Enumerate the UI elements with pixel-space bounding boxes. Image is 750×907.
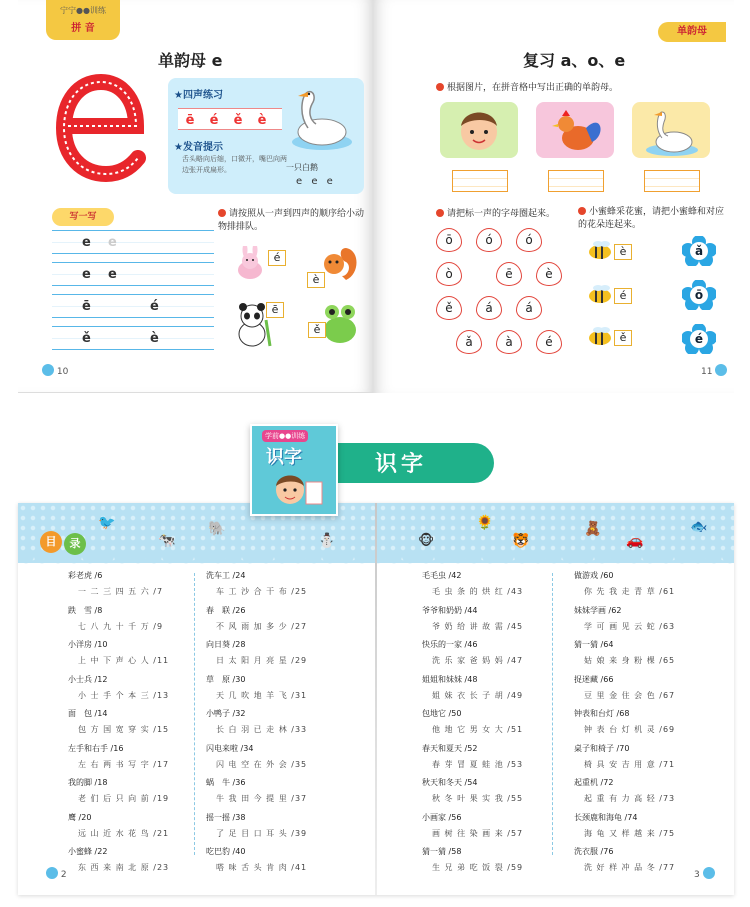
book-spine	[375, 503, 377, 895]
toc-entry[interactable]	[422, 743, 523, 770]
toc-entry[interactable]	[574, 605, 675, 632]
tone-bubble[interactable]: ǎ	[456, 330, 482, 354]
toc-entry-words: 豆 里 金 住 会 色 /67	[584, 690, 676, 700]
flower-label: ǎ	[694, 244, 704, 258]
series-line2: 拼 音	[71, 23, 95, 34]
page-number-right-text: 11	[701, 367, 713, 377]
toc-entry-words: 七 八 九 十 千 万 /9	[78, 621, 164, 631]
toc-entry[interactable]	[574, 570, 675, 597]
toc-entry-words: 一 二 三 四 五 六 /7	[78, 587, 164, 596]
toc-entry-title: 彩老虎 /6	[68, 571, 103, 580]
sunflower-icon: 🌻	[476, 515, 494, 531]
tone-2: é	[209, 113, 219, 128]
toc-entry[interactable]	[68, 846, 169, 873]
toc-entry-title: 洗车工 /24	[206, 571, 246, 580]
toc-entry[interactable]	[68, 743, 169, 770]
toc-entry-title: 摇一摇 /38	[206, 812, 246, 822]
toc-entry-words: 生 兄 弟 吃 饭 裂 /59	[432, 863, 524, 872]
toc-entry-words: 长 白 羽 已 走 林 /33	[216, 725, 308, 734]
toc-entry-title: 春天和夏天 /52	[422, 743, 478, 753]
toc-entry[interactable]	[206, 570, 307, 597]
practice-panel	[168, 78, 364, 194]
toc-entry[interactable]	[422, 639, 523, 666]
toc-entry-words: 起 重 有 力 高 轻 /73	[584, 794, 676, 803]
animal-tag: ē	[266, 302, 284, 318]
tone-bubble[interactable]: á	[476, 296, 502, 320]
series-line1: 宁宁●●训练	[60, 6, 106, 15]
lesson-title: 单韵母 e	[158, 51, 223, 70]
bear-icon: 🧸	[584, 521, 602, 537]
toc-entry-words: 远 山 近 水 花 鸟 /21	[78, 828, 170, 838]
toc-entry-title: 捉迷藏 /66	[574, 674, 614, 684]
next-arrow-icon[interactable]	[703, 867, 715, 879]
column-divider	[552, 573, 553, 855]
toc-badge-char: 录	[64, 533, 86, 555]
page-number-left	[42, 364, 68, 377]
write-line	[52, 326, 214, 350]
hint-heading: ★发音提示	[174, 142, 223, 153]
pinyin-box[interactable]	[452, 170, 508, 192]
toc-entry-title: 小士兵 /12	[68, 674, 108, 684]
toc-entry[interactable]	[206, 674, 307, 701]
write-line	[52, 262, 214, 286]
toc-entry[interactable]	[422, 708, 523, 735]
toc-entry-words: 包 方 国 宽 穿 实 /15	[78, 725, 170, 734]
toc-entry-words: 车 工 沙 合 干 布 /25	[216, 587, 308, 596]
toc-entry[interactable]	[206, 777, 307, 804]
write-letter: é	[150, 299, 159, 314]
toc-entry-title: 闪电来啦 /34	[206, 743, 254, 753]
animal-tag: è	[307, 272, 325, 288]
goose-picture	[632, 102, 710, 158]
toc-entry-words: 牛 我 田 今 提 里 /37	[216, 794, 308, 803]
toc-entry-words: 秋 冬 叶 果 实 我 /55	[432, 794, 524, 803]
toc-entry[interactable]	[574, 777, 675, 804]
toc-entry-words: 椅 具 安 吉 用 意 /71	[584, 759, 676, 769]
boy-picture	[440, 102, 518, 158]
pinyin-box[interactable]	[644, 170, 700, 192]
boy-face-icon	[440, 102, 518, 158]
toc-entry-words: 海 龟 又 样 越 来 /75	[584, 828, 676, 838]
toc-entry-words: 上 中 下 声 心 人 /11	[78, 656, 170, 665]
toc-entry-title: 小画家 /56	[422, 812, 462, 822]
toc-badge	[40, 531, 94, 553]
tomato-icon	[436, 83, 444, 91]
toc-entry[interactable]	[422, 570, 523, 597]
tone-bubble[interactable]: ě	[436, 296, 462, 320]
toc-entry-title: 小蜜蜂 /22	[68, 847, 108, 856]
toc-entry-title: 蜗 牛 /36	[206, 778, 246, 787]
tones-heading: ★四声练习	[174, 90, 223, 101]
cover-title: 识字	[266, 447, 302, 468]
toc-entry-words: 洗 乐 家 爸 妈 妈 /47	[432, 656, 524, 665]
toc-entry-title: 向日葵 /28	[206, 640, 246, 649]
toc-entry-title: 做游戏 /60	[574, 571, 614, 580]
toc-entry[interactable]	[68, 639, 169, 666]
book-cover-thumbnail	[250, 424, 338, 516]
tone-bubble[interactable]: ó	[476, 228, 502, 252]
series-tab	[46, 0, 120, 40]
toc-entry-words: 春 芽 冒 夏 蛙 池 /53	[432, 759, 524, 769]
toc-entry-words: 你 先 我 走 青 草 /61	[584, 587, 676, 596]
toc-entry-title: 姐姐和妹妹 /48	[422, 674, 478, 684]
goose-icon	[632, 102, 710, 158]
write-letter: e	[82, 267, 91, 282]
toc-entry[interactable]	[68, 605, 163, 632]
toc-entry-title: 小鸭子 /32	[206, 709, 246, 718]
toc-entry-title: 秋天和冬天 /54	[422, 778, 478, 787]
tone-4: è	[257, 113, 267, 128]
monkey-icon: 🐵	[418, 533, 435, 549]
toc-entry-title: 我的脚 /18	[68, 778, 108, 787]
write-line	[52, 294, 214, 318]
order-task	[218, 208, 368, 234]
picture-task	[436, 82, 736, 95]
car-icon: 🚗	[626, 533, 644, 549]
page-number-left-text: 10	[56, 367, 69, 377]
circle-task-text: 请把标一声的字母圈起来。	[447, 209, 556, 219]
toc-entry-title: 吃巴豹 /40	[206, 847, 246, 856]
flower[interactable]	[682, 236, 716, 266]
picture-task-text: 根据图片，在拼音格中写出正确的单韵母。	[447, 83, 619, 93]
toc-entry-title: 钟表和台灯 /68	[574, 709, 630, 718]
toc-entry[interactable]	[206, 639, 307, 666]
toc-entry[interactable]	[574, 846, 675, 873]
toc-entry-words: 毛 虫 条 的 烘 红 /43	[432, 587, 524, 596]
flower-label: é	[694, 332, 704, 346]
toc-entry-words: 小 士 手 个 本 三 /13	[78, 690, 170, 700]
prev-arrow-icon[interactable]	[42, 364, 54, 376]
fish-icon: 🐟	[690, 519, 708, 535]
toc-entry[interactable]	[422, 777, 523, 804]
bee-icon[interactable]	[586, 284, 614, 304]
page-10	[18, 0, 373, 393]
child-reading-icon	[268, 468, 324, 516]
toc-entry-words: 学 可 画 见 云 蛇 /63	[584, 621, 676, 631]
write-letter: ě	[82, 331, 91, 346]
toc-entry-title: 洗衣服 /76	[574, 847, 614, 856]
write-letter: e	[108, 267, 117, 282]
toc-entry-words: 他 地 它 男 女 大 /51	[432, 725, 524, 734]
tone-3: ě	[233, 113, 243, 128]
toc-entry-title: 妹妹学画 /62	[574, 605, 622, 615]
tone-bubble[interactable]: é	[536, 330, 562, 354]
toc-entry-words: 钟 表 台 灯 机 灵 /69	[584, 725, 676, 734]
big-e-letter	[54, 72, 150, 184]
tomato-icon	[578, 207, 586, 215]
toc-entry-title: 毛毛虫 /42	[422, 571, 462, 580]
toc-entry-words: 东 西 来 南 北 原 /23	[78, 863, 170, 872]
tomato-icon	[436, 209, 444, 217]
goose-caption: 一只白鹅	[286, 163, 318, 172]
toc-entry-title: 爷爷和奶奶 /44	[422, 605, 478, 615]
toc-entry-words: 天 几 吹 地 羊 飞 /31	[216, 690, 308, 700]
tone-bubble[interactable]: ē	[496, 262, 522, 286]
toc-badge-char: 目	[40, 531, 62, 553]
tone-bubble[interactable]: à	[496, 330, 522, 354]
page-number-right	[701, 364, 727, 377]
rooster-picture	[536, 102, 614, 158]
toc-entry-words: 姐 妹 衣 长 子 胡 /49	[432, 690, 524, 700]
animal-tag: é	[268, 250, 286, 266]
goose-illustration	[288, 84, 354, 154]
toc-entry-title: 跌 雪 /8	[68, 605, 103, 615]
tone-grid	[178, 108, 282, 130]
toc-entry-title: 起重机 /72	[574, 778, 614, 787]
toc-entry[interactable]	[574, 743, 675, 770]
corner-tag: 单韵母	[658, 22, 726, 42]
flower[interactable]	[682, 324, 716, 354]
toc-page-right	[694, 867, 715, 880]
toc-entry[interactable]	[206, 605, 307, 632]
toc-entry-words: 画 树 往 染 画 来 /57	[432, 828, 524, 838]
tone-bubble[interactable]: è	[536, 262, 562, 286]
toc-entry-title: 桌子和椅子 /70	[574, 743, 630, 753]
toc-entry[interactable]	[68, 708, 169, 735]
tiger-icon: 🐯	[512, 533, 530, 549]
toc-entry-title: 小洋房 /10	[68, 640, 108, 649]
write-tag: 写一写	[52, 208, 114, 226]
toc-entry[interactable]	[422, 846, 523, 873]
prev-arrow-icon[interactable]	[46, 867, 58, 879]
toc-entry-words: 洗 好 样 冲 品 冬 /77	[584, 863, 676, 872]
toc-entry-title: 鹰 /20	[68, 812, 92, 822]
bee-icon[interactable]	[586, 326, 614, 346]
toc-entry[interactable]	[68, 674, 169, 701]
pinyin-box[interactable]	[548, 170, 604, 192]
next-arrow-icon[interactable]	[715, 364, 727, 376]
toc-page-left-text: 2	[60, 870, 67, 880]
toc-entry[interactable]	[68, 812, 169, 839]
bird-icon: 🐦	[98, 515, 116, 531]
toc-entry[interactable]	[206, 846, 307, 873]
circle-task	[436, 208, 576, 221]
toc-entry-title: 左手和右手 /16	[68, 743, 124, 753]
toc-entry-title: 猜一猜 /64	[574, 640, 614, 649]
tone-bubble[interactable]: ó	[516, 228, 542, 252]
toc-entry[interactable]	[574, 812, 675, 839]
toc-entry-words: 闪 电 空 在 外 会 /35	[216, 759, 308, 769]
goose-sound: e e e	[296, 176, 336, 187]
toc-entry[interactable]	[206, 708, 307, 735]
flower[interactable]	[682, 280, 716, 310]
write-letter: è	[150, 331, 159, 346]
toc-entry[interactable]	[422, 812, 523, 839]
review-title: 复习 a、o、e	[523, 51, 626, 70]
toc-entry-words: 老 们 后 只 向 前 /19	[78, 794, 170, 803]
frog-icon	[320, 300, 360, 346]
cow-icon: 🐄	[158, 533, 176, 549]
toc-entry-title: 猜一猜 /58	[422, 847, 462, 856]
toc-entry-title: 快乐的一家 /46	[422, 640, 478, 649]
toc-page-left	[46, 867, 67, 880]
toc-entry-words: 不 风 雨 加 多 少 /27	[216, 621, 308, 631]
toc-entry[interactable]	[422, 605, 523, 632]
flower-label: ō	[694, 288, 704, 302]
bee-icon[interactable]	[586, 240, 614, 260]
tomato-icon	[218, 209, 226, 217]
toc-entry-title: 草 原 /30	[206, 674, 246, 684]
order-task-text: 请按照从一声到四声的顺序给小动物排排队。	[218, 209, 365, 232]
hint-text: 舌头略向后缩，口微开，嘴巴向两边张开成扁形。	[182, 155, 287, 174]
toc-entry-words: 姑 娘 来 身 粉 棵 /65	[584, 656, 676, 665]
column-divider	[194, 573, 195, 855]
cover-series: 学前●●训练	[262, 430, 308, 442]
section-banner-text: 识字	[375, 452, 428, 477]
top-spread	[18, 0, 734, 393]
toc-entry[interactable]	[574, 708, 675, 735]
bee-task	[578, 206, 728, 232]
bee-tag: è	[614, 244, 632, 260]
toc-entry[interactable]	[574, 674, 675, 701]
rabbit-icon	[232, 246, 268, 282]
bee-tag: ě	[614, 330, 632, 346]
animal-tag: ě	[308, 322, 326, 338]
toc-entry-words: 爷 奶 给 讲 故 需 /45	[432, 621, 524, 631]
tone-bubble[interactable]: ò	[436, 262, 462, 286]
elephant-icon: 🐘	[208, 521, 226, 537]
toc-entry-words: 嗒 味 舌 头 肯 肉 /41	[216, 863, 308, 872]
toc-entry[interactable]	[206, 743, 307, 770]
toc-entry[interactable]	[206, 812, 307, 839]
toc-entry-words: 左 右 两 书 写 字 /17	[78, 759, 170, 769]
write-letter: e	[82, 235, 91, 250]
toc-entry[interactable]	[422, 674, 523, 701]
write-trace: e	[108, 235, 117, 250]
toc-entry-title: 春 联 /26	[206, 605, 246, 615]
bee-tag: é	[614, 288, 632, 304]
toc-entry-words: 了 足 目 口 耳 头 /39	[216, 828, 308, 838]
tone-bubble[interactable]: ō	[436, 228, 462, 252]
toc-entry-title: 面 包 /14	[68, 709, 108, 718]
toc-entry[interactable]	[574, 639, 675, 666]
toc-entry[interactable]	[68, 777, 169, 804]
bee-task-text: 小蜜蜂采花蜜，请把小蜜蜂和对应的花朵连起来。	[578, 207, 725, 230]
toc-entry-title: 包地它 /50	[422, 709, 462, 718]
tone-bubble[interactable]: á	[516, 296, 542, 320]
toc-page-right-text: 3	[694, 870, 700, 880]
toc-entry[interactable]	[68, 570, 163, 597]
tone-1: ē	[185, 113, 195, 128]
write-line	[52, 230, 214, 254]
write-letter: ē	[82, 299, 91, 314]
toc-entry-title: 长颈鹿和海龟 /74	[574, 812, 638, 822]
toc-entry-words: 日 太 阳 月 亮 星 /29	[216, 656, 308, 665]
snowman-icon: ⛄	[318, 533, 336, 549]
rooster-icon	[536, 102, 614, 158]
